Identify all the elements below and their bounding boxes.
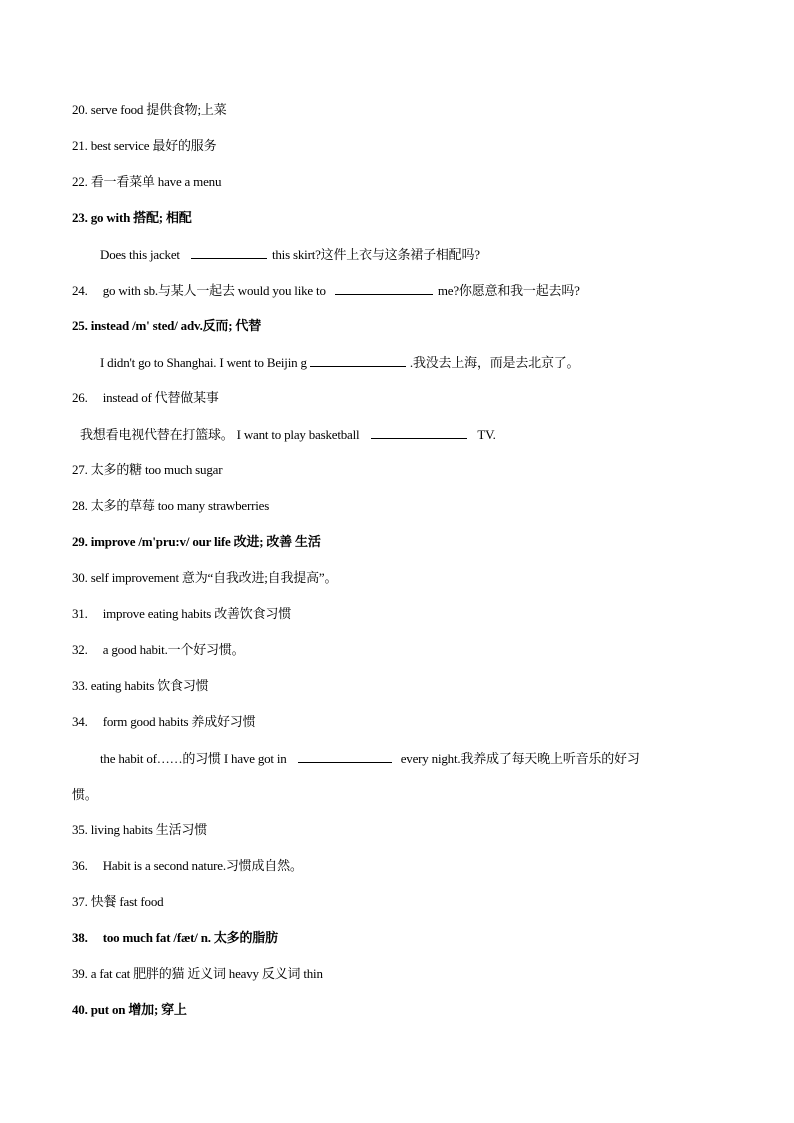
item-33 <box>72 678 208 694</box>
item-25-heading <box>72 318 261 334</box>
example-34-continued <box>72 787 98 803</box>
fill-in-blank <box>298 750 392 763</box>
item-number: 40. <box>72 1002 88 1017</box>
item-text: living habits 生活习惯 <box>90 822 208 837</box>
item-text: instead /m' sted/ adv.反而; 代替 <box>90 318 261 333</box>
item-number: 37. <box>72 894 88 909</box>
fill-in-blank <box>335 282 433 295</box>
item-text: instead of 代替做某事 <box>102 390 219 405</box>
item-number: 28. <box>72 498 88 513</box>
item-number: 38. <box>72 930 88 945</box>
item-text: eating habits 饮食习惯 <box>90 678 209 693</box>
item-number: 34. <box>72 714 88 729</box>
item-number: 35. <box>72 822 88 837</box>
example-23 <box>100 246 480 263</box>
item-23-heading <box>72 210 192 226</box>
item-text-start: go with sb.与某人一起去 would you like to <box>102 283 326 298</box>
item-36 <box>72 858 303 874</box>
item-text: a good habit.一个好习惯。 <box>102 642 245 657</box>
item-number: 33. <box>72 678 88 693</box>
fill-in-blank <box>310 354 406 367</box>
item-text: serve food 提供食物;上菜 <box>90 102 227 117</box>
example-34 <box>100 750 640 767</box>
item-text: 看一看菜单 have a menu <box>90 174 222 189</box>
example-text-start: the habit of……的习惯 I have got in <box>100 751 287 766</box>
item-number: 25. <box>72 318 88 333</box>
item-text-end: me?你愿意和我一起去吗? <box>437 283 580 298</box>
example-text-end: this skirt?这件上衣与这条裙子相配吗? <box>271 247 480 262</box>
item-40-heading <box>72 1002 187 1018</box>
item-text: put on 增加; 穿上 <box>90 1002 187 1017</box>
item-number: 36. <box>72 858 88 873</box>
item-number: 26. <box>72 390 88 405</box>
item-37 <box>72 894 163 910</box>
item-text: improve eating habits 改善饮食习惯 <box>102 606 292 621</box>
item-text: a fat cat 肥胖的猫 近义词 heavy 反义词 thin <box>90 966 323 981</box>
item-28 <box>72 498 269 514</box>
item-text: go with 搭配; 相配 <box>90 210 192 225</box>
item-32 <box>72 642 244 658</box>
example-text-start: Does this jacket <box>100 247 180 262</box>
item-number: 32. <box>72 642 88 657</box>
item-number: 27. <box>72 462 88 477</box>
item-27 <box>72 462 222 478</box>
item-34 <box>72 714 255 730</box>
fill-in-blank <box>371 426 467 439</box>
item-number: 23. <box>72 210 88 225</box>
item-24 <box>72 282 580 299</box>
example-text-end: TV. <box>477 427 496 442</box>
item-text: 太多的草莓 too many strawberries <box>90 498 270 513</box>
item-39 <box>72 966 323 982</box>
item-text: Habit is a second nature.习惯成自然。 <box>102 858 303 873</box>
item-22 <box>72 174 221 190</box>
item-21 <box>72 138 216 154</box>
item-26 <box>72 390 219 406</box>
item-31 <box>72 606 291 622</box>
example-26 <box>80 426 496 443</box>
item-30 <box>72 570 337 586</box>
item-text: 太多的糖 too much sugar <box>90 462 223 477</box>
example-text-end: every night.我养成了每天晚上听音乐的好习 <box>400 751 640 766</box>
item-29-heading <box>72 534 321 550</box>
item-number: 20. <box>72 102 88 117</box>
item-20 <box>72 102 227 118</box>
item-number: 30. <box>72 570 88 585</box>
item-text: 快餐 fast food <box>90 894 164 909</box>
example-text-start: 我想看电视代替在打篮球。 I want to play basketball <box>80 427 360 442</box>
example-25 <box>100 354 579 371</box>
item-number: 24. <box>72 283 88 298</box>
example-text-start: I didn't go to Shanghai. I went to Beijin g <box>100 355 307 370</box>
item-number: 29. <box>72 534 88 549</box>
item-number: 39. <box>72 966 88 981</box>
fill-in-blank <box>191 246 267 259</box>
item-number: 22. <box>72 174 88 189</box>
item-text: best service 最好的服务 <box>90 138 217 153</box>
item-text: too much fat /fæt/ n. 太多的脂肪 <box>102 930 278 945</box>
item-number: 31. <box>72 606 88 621</box>
example-text-end: .我没去上海，而是去北京了。 <box>409 355 580 370</box>
continued-text: 惯。 <box>72 787 98 802</box>
item-text: self improvement 意为“自我改进;自我提高”。 <box>90 570 338 585</box>
item-35 <box>72 822 207 838</box>
item-text: improve /m'pru:v/ our life 改进; 改善 生活 <box>90 534 321 549</box>
item-text: form good habits 养成好习惯 <box>102 714 256 729</box>
item-number: 21. <box>72 138 88 153</box>
item-38-heading <box>72 930 278 946</box>
